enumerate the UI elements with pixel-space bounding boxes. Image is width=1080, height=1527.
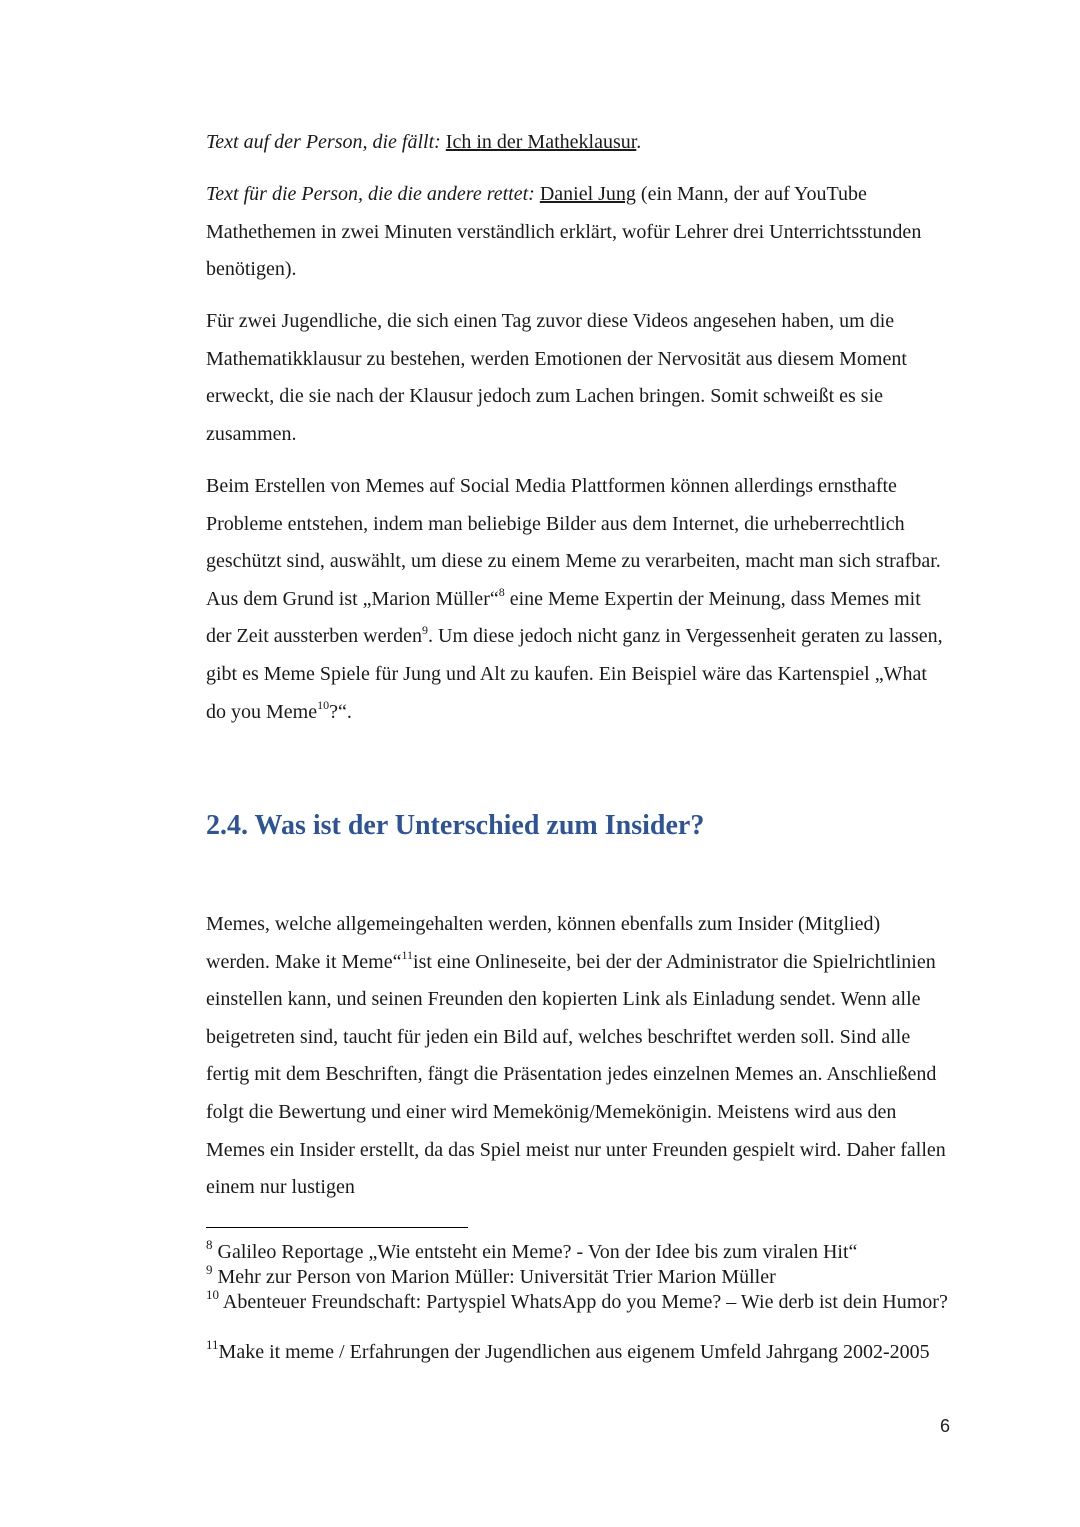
footnote-ref-8: 8 [498, 585, 505, 600]
caption-value: Ich in der Matheklausur [445, 131, 637, 153]
section-heading: 2.4. Was ist der Unterschied zum Insider? [206, 810, 705, 841]
footnote-ref-9: 9 [422, 622, 429, 637]
footnote-8: $^8$ Galileo Reportage „Wie entsteht ein Meme? - Von der Idee bis zum viralen Hit“ [206, 1237, 858, 1263]
caption-label: Text für die Person, die die andere rettet: [206, 183, 535, 205]
caption-explanation: (ein Mann, der auf YouTube Mathethemen in zwei Minuten verständlich erklärt, wofür Lehrer drei Unterrichtsstunden benötigen). [206, 183, 922, 281]
footnote-separator [206, 1227, 468, 1228]
meme-caption-rescuer [206, 176, 946, 289]
page-number: 6 [940, 1416, 951, 1436]
footnote-11: $^{11}$Make it meme / Erfahrungen der Jugendlichen aus eigenem Umfeld Jahrgang 2002-2005 [206, 1337, 930, 1363]
footnote-9: $^9$ Mehr zur Person von Marion Müller: Universität Trier Marion Müller [206, 1262, 776, 1288]
meme-caption-falling-person: Text auf der Person, die fällt: Ich in der Matheklausur. [206, 131, 642, 153]
footnote-ref-10: 10 [317, 697, 330, 712]
caption-value: Daniel Jung [539, 183, 636, 205]
paragraph-insider: Memes, welche allgemeingehalten werden, können ebenfalls zum Insider (Mitglied) werden. Make it Meme“$^{11}$ist eine Onlineseite, bei der der Administrator die Spielrichtlinien einstellen kann, und seinen Freunden den kopierten Link als Einladung sendet. Wenn alle beigetreten sind, taucht für jeden ein Bild auf, welches beschriftet werden soll. Sind alle fertig mit dem Beschriften, fängt die Präsentation jedes einzelnen Memes an. Anschließend folgt die Bewertung und einer wird Memekönig/Memekönigin. Meistens wird aus den Memes ein Insider erstellt, da das Spiel meist nur unter Freunden gespielt wird. Daher fallen einem nur lustigen [206, 913, 946, 1199]
footnote-10: $^{10}$ Abenteuer Freundschaft: Partyspiel WhatsApp do you Meme? – Wie derb ist dein Humor? [206, 1287, 948, 1313]
footnote-ref-11: 11 [401, 947, 414, 962]
caption-label: Text auf der Person, die fällt: [206, 131, 441, 153]
paragraph-emotions: Für zwei Jugendliche, die sich einen Tag zuvor diese Videos angesehen haben, um die Mathematikklausur zu bestehen, werden Emotionen der Nervosität aus diesem Moment erweckt, die sie nach der Klausur jedoch zum Lachen bringen. Somit schweißt es sie zusammen. [206, 310, 907, 445]
paragraph-copyright: Beim Erstellen von Memes auf Social Media Plattformen können allerdings ernsthafte Probleme entstehen, indem man beliebige Bilder aus dem Internet, die urheberrechtlich geschützt sind, auswählt, um diese zu einem Meme zu verarbeiten, macht man sich strafbar. Aus dem Grund ist „Marion Müller“$^8$ eine Meme Expertin der Meinung, dass Memes mit der Zeit aussterben werden$^9$. Um diese jedoch nicht ganz in Vergessenheit geraten zu lassen, gibt es Meme Spiele für Jung und Alt zu kaufen. Ein Beispiel wäre das Kartenspiel „What do you Meme$^{10}$?“. [206, 475, 943, 723]
